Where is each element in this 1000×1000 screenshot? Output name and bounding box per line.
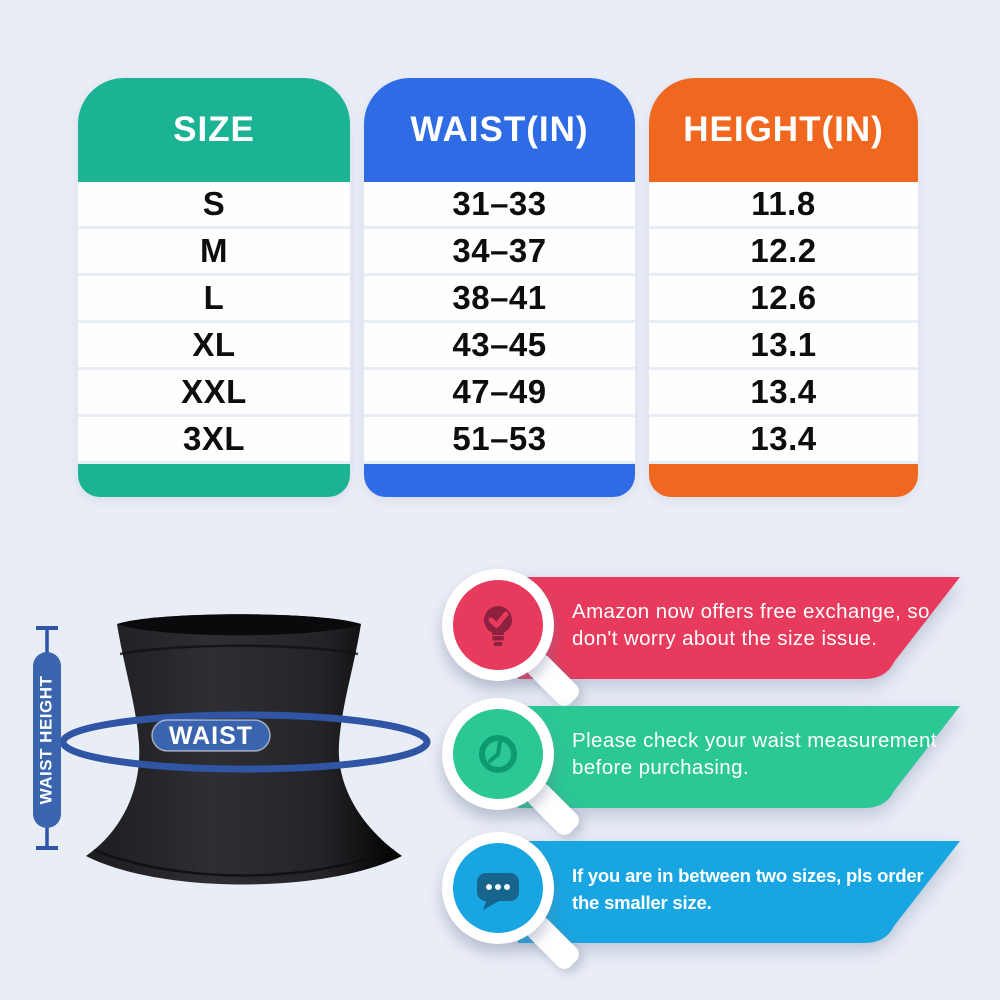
note-line: If you are in between two sizes, pls order xyxy=(572,865,924,886)
note-text xyxy=(572,598,962,652)
table-cell: XXL xyxy=(78,370,350,417)
column-footer-bar xyxy=(364,464,635,497)
table-cell: 3XL xyxy=(78,417,350,464)
height-column-header: HEIGHT(IN) xyxy=(649,78,918,182)
table-column-height xyxy=(649,78,918,497)
column-footer-bar xyxy=(649,464,918,497)
table-cell: XL xyxy=(78,323,350,370)
table-cell: 31–33 xyxy=(364,182,635,229)
table-cell: 43–45 xyxy=(364,323,635,370)
note-text xyxy=(572,862,962,916)
table-cell: 51–53 xyxy=(364,417,635,464)
table-cell: M xyxy=(78,229,350,276)
note-text xyxy=(572,727,962,781)
table-cell: 13.4 xyxy=(649,370,918,417)
table-cell: 11.8 xyxy=(649,182,918,229)
waist-column-header: WAIST(IN) xyxy=(364,78,635,182)
note-line: don't worry about the size issue. xyxy=(572,627,878,650)
note-line: Please check your waist measurement xyxy=(572,729,937,752)
waist-label: WAIST xyxy=(168,722,254,750)
table-cell: 38–41 xyxy=(364,276,635,323)
table-cell: 34–37 xyxy=(364,229,635,276)
waist-height-label: WAIST HEIGHT xyxy=(36,675,56,805)
table-cell: 12.2 xyxy=(649,229,918,276)
chat-dots-icon xyxy=(472,862,524,914)
table-cell: 12.6 xyxy=(649,276,918,323)
table-column-size xyxy=(78,78,350,497)
column-footer-bar xyxy=(78,464,350,497)
table-cell: 47–49 xyxy=(364,370,635,417)
lightbulb-check-icon xyxy=(472,599,524,651)
clock-icon xyxy=(472,728,524,780)
note-line: the smaller size. xyxy=(572,892,712,913)
table-cell: S xyxy=(78,182,350,229)
table-cell: 13.4 xyxy=(649,417,918,464)
size-column-header: SIZE xyxy=(78,78,350,182)
table-cell: L xyxy=(78,276,350,323)
note-line: before purchasing. xyxy=(572,756,750,779)
table-cell: 13.1 xyxy=(649,323,918,370)
table-column-waist xyxy=(364,78,635,497)
note-line: Amazon now offers free exchange, so xyxy=(572,600,930,623)
waist-trainer-illustration xyxy=(20,598,450,898)
